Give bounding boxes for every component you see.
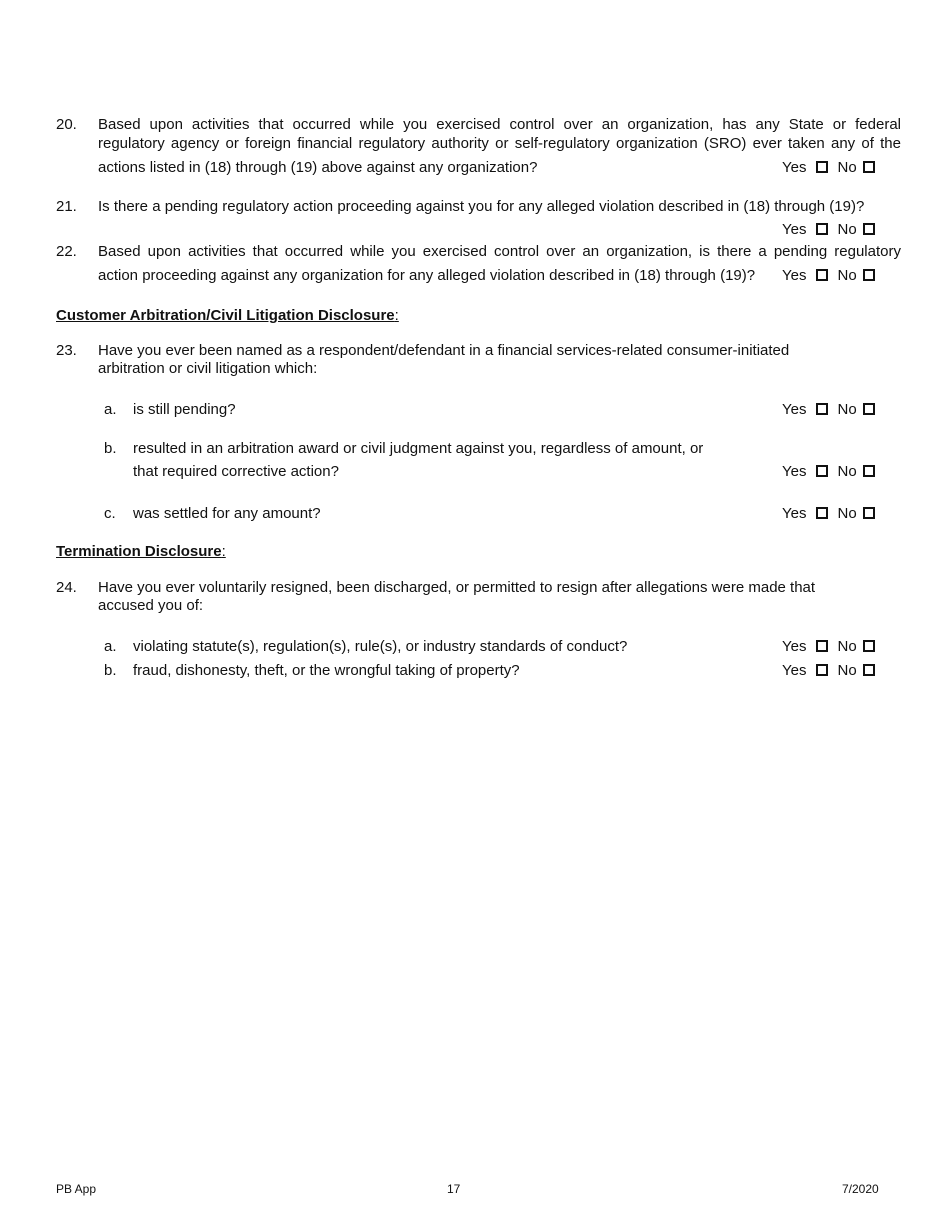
no-label: No <box>837 638 857 655</box>
section-heading-termination <box>56 542 226 561</box>
q23a-letter: a. <box>104 401 117 418</box>
q21-yes-checkbox[interactable] <box>816 223 828 235</box>
yes-label: Yes <box>782 221 807 238</box>
q23a-no-checkbox[interactable] <box>863 403 875 415</box>
section-colon: : <box>221 543 226 560</box>
q23a-yes-checkbox[interactable] <box>816 403 828 415</box>
q22-number: 22. <box>56 243 77 260</box>
footer-date: 7/2020 <box>842 1182 879 1196</box>
q23b-text-line2: that required corrective action? <box>133 463 339 480</box>
q24a-yes-checkbox[interactable] <box>816 640 828 652</box>
no-label: No <box>837 463 857 480</box>
q23-text-line1: Have you ever been named as a respondent/defendant in a financial services-related consumer-initiated <box>98 342 790 359</box>
q23b-yes-no <box>782 462 875 481</box>
q24a-yes-no <box>782 637 875 656</box>
yes-label: Yes <box>782 638 807 655</box>
q21-yes-no <box>782 220 875 239</box>
q24b-yes-checkbox[interactable] <box>816 664 828 676</box>
q24a-text: violating statute(s), regulation(s), rule(s), or industry standards of conduct? <box>133 638 628 655</box>
q22-no-checkbox[interactable] <box>863 269 875 281</box>
q20-text-line1: Based upon activities that occurred while you exercised control over an organization, has any State or federal <box>98 116 901 133</box>
q24-text-line2: accused you of: <box>98 597 204 614</box>
q24b-text: fraud, dishonesty, theft, or the wrongful taking of property? <box>133 662 520 679</box>
q24-number: 24. <box>56 579 77 596</box>
q23b-text-line1: resulted in an arbitration award or civil judgment against you, regardless of amount, or <box>133 440 704 457</box>
q22-text-line1: Based upon activities that occurred while you exercised control over an organization, is there a pending regulatory <box>98 243 901 260</box>
no-label: No <box>837 401 857 418</box>
q24a-letter: a. <box>104 638 117 655</box>
q20-text-line2: regulatory agency or foreign financial regulatory authority or self-regulatory organization (SRO) ever taken any of the <box>98 135 901 152</box>
footer-form-name: PB App <box>56 1182 97 1196</box>
q22-text-line2: action proceeding against any organization for any alleged violation described in (18) through (19)? <box>98 267 756 284</box>
q21-number: 21. <box>56 198 77 215</box>
q22-yes-no <box>782 266 875 285</box>
q24-text-line1: Have you ever voluntarily resigned, been discharged, or permitted to resign after allegations were made that <box>98 579 816 596</box>
yes-label: Yes <box>782 662 807 679</box>
no-label: No <box>837 505 857 522</box>
q23a-text: is still pending? <box>133 401 236 418</box>
q23b-letter: b. <box>104 440 117 457</box>
q23a-yes-no <box>782 400 875 419</box>
section-title: Termination Disclosure <box>56 543 222 560</box>
q23-text-line2: arbitration or civil litigation which: <box>98 360 318 377</box>
yes-label: Yes <box>782 401 807 418</box>
q24b-yes-no <box>782 661 875 680</box>
q20-no-checkbox[interactable] <box>863 161 875 173</box>
footer-page-number: 17 <box>447 1182 461 1196</box>
q23b-yes-checkbox[interactable] <box>816 465 828 477</box>
no-label: No <box>837 662 857 679</box>
no-label: No <box>837 267 857 284</box>
q24b-letter: b. <box>104 662 117 679</box>
q24b-no-checkbox[interactable] <box>863 664 875 676</box>
yes-label: Yes <box>782 159 807 176</box>
q23c-text: was settled for any amount? <box>133 505 321 522</box>
q23c-yes-checkbox[interactable] <box>816 507 828 519</box>
no-label: No <box>837 221 857 238</box>
yes-label: Yes <box>782 505 807 522</box>
yes-label: Yes <box>782 267 807 284</box>
q20-number: 20. <box>56 116 77 133</box>
q24a-no-checkbox[interactable] <box>863 640 875 652</box>
q21-text-line1: Is there a pending regulatory action proceeding against you for any alleged violation described in (18) through (19)? <box>98 198 865 215</box>
q20-yes-checkbox[interactable] <box>816 161 828 173</box>
q23-number: 23. <box>56 342 77 359</box>
section-colon: : <box>394 307 399 324</box>
section-heading-customer-arbitration <box>56 306 399 325</box>
yes-label: Yes <box>782 463 807 480</box>
q23c-yes-no <box>782 504 875 523</box>
q20-text-line3: actions listed in (18) through (19) above against any organization? <box>98 159 538 176</box>
q23c-letter: c. <box>104 505 116 522</box>
q23c-no-checkbox[interactable] <box>863 507 875 519</box>
q21-no-checkbox[interactable] <box>863 223 875 235</box>
section-title: Customer Arbitration/Civil Litigation Disclosure <box>56 307 395 324</box>
no-label: No <box>837 159 857 176</box>
q22-yes-checkbox[interactable] <box>816 269 828 281</box>
q20-yes-no <box>782 158 875 177</box>
q23b-no-checkbox[interactable] <box>863 465 875 477</box>
